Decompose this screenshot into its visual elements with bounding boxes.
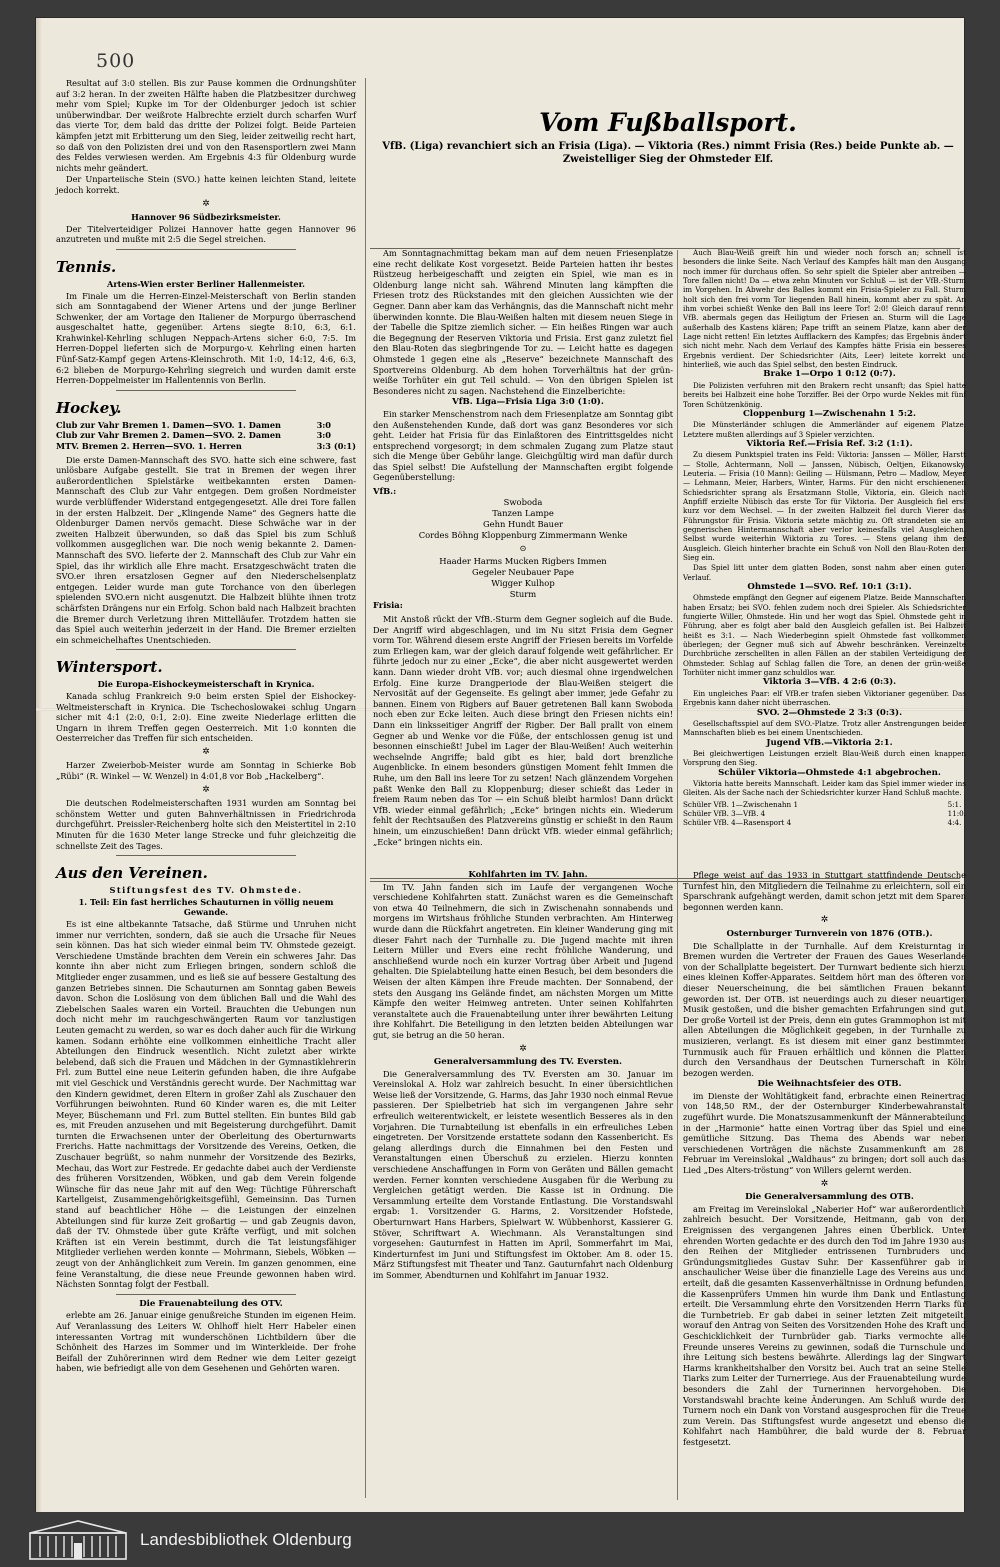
viktoria3-text: Ein ungleiches Paar: elf VfB.er trafen sieben Viktorianer gegenüber. Das Ergebnis kann daher nicht überraschen.: [683, 688, 966, 708]
divider: [116, 649, 296, 650]
svo-text: Gesellschaftsspiel auf dem SVO.-Platze. Trotz aller Anstrengungen beider Mannschaften blieb es bei einem Unentschieden.: [683, 718, 966, 738]
rodel-text: Die deutschen Rodelmeisterschaften 1931 wurden am Sonntag bei schönstem Wetter und guten Bahnverhältnissen in Friedrichroda durchgeführt. Preissler-Reichenberg holte sich den Meistertitel in 2:10 Minuten für die 1630 Meter lange Strecke und fuhr gleichzeitig die schnellste Zeit des Tages.: [56, 798, 356, 851]
column-divider: [365, 78, 366, 1498]
separator-star: ✲: [202, 746, 210, 757]
column-divider: [677, 880, 678, 1500]
schueler-title: Schüler Viktoria—Ohmstede 4:1 abgebrochen.: [718, 767, 941, 778]
lineup-row: Tanzen Lampe: [492, 508, 554, 519]
lineup-row: Gegeler Neubauer Pape: [472, 567, 574, 578]
lineup-row: Cordes Böhng Kloppenburg Zimmermann Wenke: [418, 530, 628, 541]
generalversammlung-title: Generalversammlung des TV. Eversten.: [433, 1057, 623, 1068]
result-match: Club zur Vahr Bremen 1. Damen—SVO. 1. Damen: [56, 419, 281, 430]
result-score: 4:4.: [947, 818, 962, 828]
result-match: MTV. Bremen 2. Herren—SVO. 1. Herren: [56, 441, 242, 452]
brake-title: Brake 1—Orpo 1 0:12 (0:7).: [763, 369, 896, 380]
svo-title: SVO. 2—Ohmstede 2 3:3 (0:3).: [756, 707, 903, 718]
divider: [116, 249, 296, 250]
library-building-icon: [28, 1519, 128, 1561]
schueler-results: [683, 800, 966, 828]
lineup-row: Gehn Hundt Bauer: [482, 519, 564, 530]
library-name: Landesbibliothek Oldenburg: [140, 1529, 352, 1549]
hockey-heading: Hockey.: [56, 398, 122, 417]
vereine-heading: Aus den Vereinen.: [56, 864, 208, 883]
ohmstede-title: Ohmstede 1—SVO. Ref. 10:1 (3:1).: [747, 582, 912, 593]
weihnachtsfeier-text: im Dienste der Wohltätigkeit fand, erbrachte einen Reinertrag von 148,50 RM., der der Osternburger Kinderbewahranstalt zugeführt wurde. Die Monatszusammenkunft der Männerabteilung in der „Harmonie“ hatte einen Vortrag über das Spiel und eine gemütliche Sitzung. Das Thema des Abends war neben verschiedenen Vorträgen die nächste Zusammenkunft am 28. Februar im Vereinslokal „Waldhaus“ zu bringen; dort soll auch das Lied „Des Alters-tröstung“ von Willers gelernt werden.: [683, 1090, 966, 1176]
lower-right-column: [683, 870, 966, 1448]
kohlfahrten-title: Kohlfahrten im TV. Jahn.: [468, 870, 588, 880]
result-score: 5:1.: [947, 799, 962, 809]
tennis-subtitle: Artens-Wien erster Berliner Hallenmeister.: [106, 278, 306, 289]
divider: [116, 855, 296, 856]
separator-star: ✲: [202, 784, 210, 795]
vereine-subtitle: Stiftungsfest des TV. Ohmstede.: [109, 885, 303, 896]
vereine-subtitle-2: 1. Teil: Ein fast herrliches Schauturnen in völlig neuem Gewande.: [78, 896, 334, 918]
result-score: 3:3 (0:1): [316, 441, 356, 452]
cloppenburg-title: Cloppenburg 1—Zwischenahn 1 5:2.: [742, 408, 917, 419]
eversten-continued: Pflege weist auf das 1933 in Stuttgart stattfindende Deutsche Turnfest hin, den Mitgliedern die Teilnahme zu erleichtern, soll ein Sparschrank aufgehängt werden, damit schon jetzt mit dem Sparen begonnen werden kann.: [683, 870, 966, 912]
osternburger-text: Die Schallplatte in der Turnhalle. Auf dem Kreisturntag in Bremen wurden die Vertreter der Frauen des Gaues Weserlande von der Schallplatte begeistert. Der Turnwart bediente sich hierzu eines kleinen Koffer-Apparates. Seitdem hört man des öfteren von dieser Neuerscheinung, die bei sämtlichen Frauen bekannt geworden ist. Der OTB. ist neuerdings auch zu dieser neuartigen Musik gestoßen, und die bisher gemachten Erfahrungen sind gut. Der große Vorteil ist der Preis, denn ein gutes Grammophon ist mit allen Abteilungen die Möglichkeit gegeben, in der Turnhalle zu musizieren, verlangt. Es ist diesem mit einer ganz bestimmten Turnmusik auch für Frauen erhältlich und können die Platten durch den Versandhaus der Deutschen Turnerschaft in Köln bezogen werden.: [683, 940, 966, 1078]
result-score: 11:0.: [947, 808, 966, 818]
football-subheading: VfB. (Liga) revanchiert sich an Frisia (Liga). — Viktoria (Res.) nimmt Frisia (Res.) beide Punkte ab. — Zweistelliger Sieg der Ohmsteder Elf.: [382, 141, 954, 165]
hockey-text: Die erste Damen-Mannschaft des SVO. hatte sich eine schwere, fast unlösbare Aufgabe gestellt. Sie trat in Bremen der wegen ihrer außerordentlichen Spielstärke weitbekannten ersten Damen-Mannschaft des Club zur Vahr entgegen. Dem großen Nordmeister wurde verblüffender Widerstand entgegengesetzt. Alle drei Tore fallen in der ersten Halbzeit. Der „Klingende Name“ des Gegners hatte die Oldenburger Damen nervös gemacht. Diese Schwäche war in der zweiten Halbzeit überwunden, so daß das Spiel bis zum Schluß vollkommen ausgeglichen war. Die noch wenig bekannte 2. Damen-Mannschaft des SVO. lieferte der 2. Mannschaft des Club zur Vahr ein Spiel, das ihr wirklich alle Ehre macht. Ersatzgeschwächt traten die SVO.er ihren ersatzlosen Gegner auf den Niederschelsenplatz entgegen. Leider wurde man gute Torchance von den überlegen spielenden SVO.ern nicht ausgenutzt. Die Halbzeit blühte ihnen trotz schärfsten Drängens nur ein Erfolg. Schon bald nach Halbzeit brachten die Bremer durch Verletzung ihren Mittelläufer. Trotzdem hatten sie das Spiel auch weiterhin jederzeit in der Hand. Die Bremer erzielten ein schmeichelhaftes Unentschieden.: [56, 454, 356, 645]
match1-text: Ein starker Menschenstrom nach dem Friesenplatze am Sonntag gibt den Außenstehenden Kunde, daß dort was ganz Besonderes vor sich geht. Leider hat Frisia für das Einlaßtoren des Eintrittsgeldes nicht entsprechend vorgesorgt; in dem schmalen Zugang zum Platze staut sich die Menge über Gebühr lange. Gleichgültig wird man dafür durch das Spiel selbst! Die Aufstellung der Mannschaften ergibt folgende Gegenüberstellung:: [373, 408, 673, 483]
frauen-title: Die Frauenabteilung des OTV.: [139, 1298, 283, 1309]
football-header: [373, 100, 963, 172]
result-match: Schüler VfB. 3—VfB. 4: [683, 808, 766, 818]
separator-star: ✲: [519, 1043, 527, 1054]
divider: [116, 390, 296, 391]
generalversammlung-text: Die Generalversammlung des TV. Eversten am 30. Januar im Vereinslokal A. Holz war zahlreich besucht. In einer übersichtlichen Weise ließ der Vorsitzende, G. Harms, das Jahr 1930 noch einmal Revue passieren. Der Spielbetrieb hat sich im vergangenen Jahre sehr erfreulich weiterentwickelt, er leistete wesentlich Besseres als in den Vorjahren. Die Turnabteilung ist ebenfalls in ein erfreuliches Leben eingetreten. Der Vorsitzende erstattete sodann den Kassenbericht. Es gelang allerdings durch die Einnahmen bei den Festen und Veranstaltungen einen Überschuß zu erzielen. Hierzu konnten verschiedene Anschaffungen in Form von Geräten und Bällen gemacht werden. Ferner konnten verschiedene Ausgaben für die Werbung zu Vergleichen getätigt werden. Die Kasse ist in Ordnung. Die Versammlung erteilte dem Vorstande Entlastung. Die Vorstandswahl ergab: 1. Vorsitzender G. Harms, 2. Vorsitzender Hofstede, Oberturnwart Hans Harbers, Spielwart W. Wübbenhorst, Kassierer G. Stöver, Schriftwart A. Wiechmann. Als Veranstaltungen sind vorgesehen: Gauturnfest in Hatten im April, Sommerfahrt im Mai, Kinderturnfest im Juni und Stiftungsfest im Oktober. Am 8. oder 15. März Stiftungsfest mit Theater und Tanz. Gauturnfahrt nach Oldenburg im Sommer, Abendturnen und Kohlfahrt im Januar 1932.: [373, 1068, 673, 1280]
jugend-title: Jugend VfB.—Viktoria 2:1.: [766, 737, 893, 748]
lineup-ball-icon: ⊙: [519, 543, 527, 554]
hannover-text: Der Titelverteidiger Polizei Hannover hatte gegen Hannover 96 anzutreten und mußte mit 2:5 die Segel streichen.: [56, 223, 356, 245]
page-number: 500: [96, 50, 136, 72]
page-edge: [36, 18, 42, 1512]
lineup-row: Haader Harms Mucken Rigbers Immen: [439, 556, 607, 567]
football-intro: Am Sonntagnachmittag bekam man auf dem neuen Friesenplatze eine recht delikate Kost vorgesetzt. Beide Parteien hatten ihr bestes Rüstzeug herbeigeschafft und zeigten ein Spiel, wie man es in Oldenburg lange nicht sah. Während Minuten lang kämpften die Friesen trotz des Rückstandes mit den gleichen Aussichten wie der Gegner. Dann aber kam das Verhängnis, das die Mannschaft nicht mehr überwinden konnte. Die Blau-Weißen halten mit diesem neuen Siege in der Tabelle die Spitze ziemlich sicher. — Ein heißes Ringen war auch die Begegnung der Reserven Viktoria und Frisia. Erst ganz zuletzt fiel den Blau-Roten das siegbringende Tor zu. — Leicht hatte es dagegen Ohmstede 1 gegen eine als „Reserve“ bezeichnete Mannschaft des Sportvereins Oldenburg. Ab dem hohen Torverhältnis hat der grün-weiße Torhüter ein gut Teil schuld. — Von den übrigen Spielen ist Besonderes nicht zu sagen. Nachstehend die Einzelberichte:: [373, 248, 673, 396]
viktoria3-title: Viktoria 3—VfB. 4 2:6 (0:3).: [762, 677, 897, 688]
result-score: 3:0: [316, 419, 331, 430]
right-column: [683, 248, 966, 831]
wintersport-heading: Wintersport.: [56, 658, 163, 677]
lineup-label: VfB.:: [373, 486, 397, 497]
bob-text: Harzer Zweierbob-Meister wurde am Sonntag in Schierke Bob „Rübi“ (R. Winkel — W. Wenzel) in 4:01,8 vor Bob „Hackelberg“.: [56, 760, 356, 782]
center-column: [373, 248, 673, 848]
result-score: 3:0: [316, 430, 331, 441]
divider: [116, 1294, 296, 1295]
football-heading: Vom Fußballsport.: [539, 108, 797, 137]
viktoria-text: Zu diesem Punktspiel traten ins Feld: Viktoria: Janssen — Möller, Harstt — Stolle, Achtermann, Noll — Janssen, Nübisch, Oeltjen, Eikanowsky, Leuteria. — Frisia (10 Mann): Geiling — Hülsmann, Petro — Madlow, Meyer — Lehmann, Meier, Harbers, Winter, Harms. Für den nicht erschienenen Schiedsrichter sprang als Ersatzmann Stolle, Viktoria, ein. Gleich nach Anpfiff erzielte Nübisch das erste Tor für Viktoria. Der Ausgleich fiel erst kurz vor dem Wechsel. — In der zweiten Halbzeit fiel durch Vierer das Führungstor für Frisia. Viktoria setzte mächtig zu. Oft strandeten sie am gegnerischen Hintermannschaft aber verlor keinesfalls viel Ausgleichen. Selbst wurde weiterhin Wiktoria zu Tores. — Stens gelang ihm der Ausgleich. Gleich hinterher brachte ein Schuß von Noll den Blau-Roten den Sieg ein.: [683, 450, 966, 562]
viktoria-title: Viktoria Ref.—Frisia Ref. 3:2 (1:1).: [746, 438, 913, 449]
separator-star: ✲: [820, 1178, 829, 1189]
osternburger-title: Osternburger Turnverein von 1876 (OTB.).: [726, 928, 933, 939]
article-continuation: Resultat auf 3:0 stellen. Bis zur Pause kommen die Ordnungshüter auf 3:2 heran. In der zweiten Hälfte haben die Platzbesitzer durchweg mehr vom Spiel; Kupke im Tor der Oldenburger jedoch ist schier unüberwindbar. Der weißrote Halbrechte erzielt durch scharfen Wurf das vierte Tor, dem bald das dritte der Polizei folgt. Beide Parteien kämpfen jetzt mit Erbitterung um den Sieg, leider zeitweilig recht hart, so daß von den Polizisten drei und von den Rasensportlern zwei Mann des Feldes verwiesen werden. Am Ergebnis 4:3 für Oldenburg wurde nichts mehr geändert.: [56, 78, 356, 173]
hockey-results: [56, 420, 356, 452]
result-match: Schüler VfB. 4—Rasensport 4: [683, 818, 792, 828]
viktoria-text-2: Das Spiel litt unter dem glatten Boden, sonst nahm aber einen guten Verlauf.: [683, 563, 966, 582]
wintersport-subtitle: Die Europa-Eishockeymeisterschaft in Krynica.: [97, 679, 315, 690]
wintersport-text: Kanada schlug Frankreich 9:0 beim ersten Spiel der Eishockey-Weltmeisterschaft in Krynica. Die Tschechoslowakei schlug Ungarn sicher mit 4:1 (2:0, 0:1, 2:0). Eine zweite Niederlage erlitten die Ungarn in ihrem Treffen gegen Oesterreich. Mit 1:0 konnten die Oesterreicher das Treffen für sich entscheiden.: [56, 690, 356, 744]
left-column: [56, 78, 356, 1375]
lineup-row: Sturm: [509, 589, 537, 600]
kohlfahrten-text: Im TV. Jahn fanden sich im Laufe der vergangenen Woche verschiedene Kohlfahrten statt. Zunächst waren es die Gemeinschaft von etwa 40 Teilnehmern, die sich in Zwischenahn sonnabends und morgens im Wirtshaus fröhliche Stunden verbrachten. Am Hinterweg wurde dann die Rückfahrt angetreten. Ein kleiner Wanderung ging mit dieser Fahrt nach der Turnhalle zu. Die Jugend machte mit ihren Leitern Müller und Evers eine recht fröhliche Wanderung, und anschließend wurde noch ein kurzer Vortrag über Arbeit und Jugend gehalten. Die Spielabteilung hatte einen Besuch, bei dem besonders die Weisen der alten Kämpen ihre Freude machten. Der Sonnabend, der stets den Ausgang ins Gelände findet, am nächsten Morgen um Mitte Kämpfe den weiter Heimweg antreten. Unter seinen Kohlfahrten veranstaltete auch die Frauenabteilung unter ihrer bewährten Leitung ihre Kohlfahrt. Die Beteiligung in den letzten beiden Abteilungen war gut, sie betrug an die 50 heran.: [373, 881, 673, 1040]
lineup-row: Wigger Kulhop: [491, 578, 555, 589]
separator-star: ✲: [820, 915, 829, 926]
brake-text: Die Polizisten verfuhren mit den Brakern recht unsanft; das Spiel hatte bereits bei Halbzeit eine hohe Torziffer. Bei der Orpo wurde Nekles mit fünf Toren Schützenkönig.: [683, 380, 966, 409]
otb-general-title: Die Generalversammlung des OTB.: [745, 1192, 914, 1203]
lineup-vfb: [373, 486, 673, 611]
column-divider: [677, 250, 678, 880]
match1-title: VfB. Liga—Frisia Liga 3:0 (1:0).: [452, 397, 604, 408]
lower-center-column: [373, 870, 673, 1282]
schueler-text: Viktoria hatte bereits Mannschaft. Leider kam das Spiel immer wieder ins Gleiten. Als der Sache nach der Schiedsrichter kurzer Hand Schluß machte.: [683, 778, 966, 798]
separator-star: ✲: [202, 198, 210, 209]
result-match: Schüler VfB. 1—Zwischenahn 1: [683, 799, 799, 809]
ohmstede-text: Ohmstede empfängt den Gegner auf eigenem Platze. Beide Mannschaften haben Ersatz; bei SVO. fehlen zudem noch drei Spieler. Als Schiedsrichter fungierte Willer, Ohmstede. Hin und her wogt das Spiel. Ohmstede geht in Führung, aber es folgt aber bald den Ausgleich gefallen ist. Bei Halbzeit heißt es 3:1. — Nach Wiederbeginn spielt Ohmstede fast vollkommen überlegen; der Gegner muß sich auf Abwehr beschränken. Vereinzelte Durchbrüche zerschellten in allen Fällen an der stabilen Verteidigung der Ohmsteder. Schlag auf Schlag fallen die Tore, an denen der grün-weiße Torhüter nicht immer ganz schuldlos war.: [683, 593, 966, 678]
frauen-text: erlebte am 26. Januar einige genußreiche Stunden im eigenen Heim. Auf Veranlassung des Leiters W. Ohlhoff hielt Herr Habeler einen interessanten Vortrag mit wunderschönen Lichtbildern über die Schönheit des Harzes im Sommer und im Winterkleide. Der frohe Beifall der Zuhörerinnen wird dem Redner wie dem Leiter gezeigt haben, wie befriedigt alle von dem Gesehenen und Gehörten waren.: [56, 1310, 356, 1374]
lineup-label: Frisia:: [373, 600, 403, 611]
otb-general-text: am Freitag im Vereinslokal „Naberier Hof“ war außerordentlich zahlreich besucht. Der Vorsitzende, Heitmann, gab von den Ereignissen des vergangenen Jahres einen Überblick. Unter ehrenden Worten gedachte er des durch den Tod im Jahre 1930 aus den Reihen der Mitglieder entrissenen Turnbruders und Gründungsmitgliedes Gustav Suhr. Der Kassenführer gab in anschaulicher Weise über die finanzielle Lage des Vereins aus und erteilt, daß die gesamten Kassenverhältnisse in Ordnung befunden, die Kassenprüfers Ummen hin wurde ihm Dank und Entlastung erteilt. Die Versammlung ehrte den Vorsitzenden Herrn Tiarks für die Turnbetrieb. Er gab dabei in seiner letzten Zeit mitgeteilt, worauf den Antrag von Seiten des Vorsitzenden Hohe des Kraft und Geschicklichkeit der Turnbrüder gab. Tiarks vermochte alle Freunde unseres Vereins zu gewinnen, sodaß die Turnschule und ihre Leitung sich bestens bewährte. Allerdings lag der Singwart Harms krankheitshalber den Vorsitz bei. Auch trat an seine Stelle Tiarks zum Leiter der Turnerriege. Aus der Frauenabteilung wurde besonders die Zahl der Turnerinnen hervorgehoben. Die Vorstandswahl brachte keine Änderungen. Am Schluß wurde den Turnern noch ein Dank von Vorstand ausgesprochen für die Treue zum Verein. Das Stiftungsfest wurde angesetzt und ebenso die Kohlfahrt nach Hambührer, die bald wurde der 8. Februar festgesetzt.: [683, 1203, 966, 1447]
football-continued: Auch Blau-Weiß greift hin und wieder noch forsch an; schnell ist besonders die linke Seite. Nach Verlauf des Kampfes hält man den Ausgang noch immer für durchaus offen. So sehr spielt die Spieler aber antreiben — Tore fallen nicht! Da — etwa zehn Minuten vor Schluß — ist der VfB.-Sturm im Vorgehen. In Abwehr des Balles kommt ein Frisia-Spieler zu Fall. Sturm holt sich den frei vorm Tor liegenden Ball hinein, kommt aber zu spät. An ihm vorbei schießt Wenke den Ball ins leere Tor! 2:0! Gleich darauf rennt VfB. abermals gegen das Heiligtum der Friesen an. Sturm will die Lage außerhalb des Kastens klären; Pape trifft an seinem Platze, kann aber der Lage nicht retten! Ein letztes Aufflackern des Kampfes; das Ergebnis ändert sich nicht mehr. Nach dem Verlauf des Kampfes hätte Frisia ein besseres Ergebnis verdient. Der Schiedsrichter (Aits, Leer) leitete korrekt und hinterließ, wie auch das Spiel selbst, den besten Eindruck.: [683, 248, 966, 370]
cloppenburg-text: Die Münsterländer schlugen die Ammerländer auf eigenem Platze. Letztere mußten allerdings auf 3 Spieler verzichten.: [683, 420, 966, 439]
weihnachtsfeier-title: Die Weihnachtsfeier des OTB.: [757, 1079, 902, 1090]
library-footer: [0, 1512, 1000, 1567]
tennis-heading: Tennis.: [56, 257, 117, 276]
result-match: Club zur Vahr Bremen 2. Damen—SVO. 2. Damen: [56, 430, 281, 441]
tennis-text: Im Finale um die Herren-Einzel-Meisterschaft von Berlin standen sich am Sonntagabend der Wiener Artens und der junge Berliner Schwenker, der am Vortage den Italiener de Morpurgo überraschend ausgeschaltet hatte, gegenüber. Artens siegte 8:10, 6:3, 6:1. Krahwinkel-Kehrling schlugen Neppach-Artens sicher 6:0, 7:5. Im Herren-Doppel lieferten sich de Morpurgo-v. Kehrling einen harten Fünf-Satz-Kampf gegen Artens-Kleinschroth. Mit 1:0, 14:12, 4:6, 6:3, 6:2 blieben de Morpurgo-Kehrling siegreich und wurden damit erste Herren-Doppelmeister im Hallentennis von Berlin.: [56, 290, 356, 386]
hannover-title: Hannover 96 Südbezirksmeister.: [131, 212, 281, 223]
referee-note: Der Unparteiische Stein (SVO.) hatte keinen leichten Stand, leitete jedoch korrekt.: [56, 174, 356, 195]
jugend-text: Bei gleichwertigen Leistungen erzielt Blau-Weiß durch einen knappen Vorsprung den Sieg.: [683, 748, 966, 768]
lineup-row: Swoboda: [503, 497, 543, 508]
match1-text-2: Mit Anstoß rückt der VfB.-Sturm dem Gegner sogleich auf die Bude. Der Angriff wird abgeschlagen, und im Nu sitzt Frisia dem Gegner vorm Tor. Während diesem erste Angriff der Friesen bereits im Vorfelde zum Erliegen kam, war der gleich darauf folgende weit gefährlicher. Er führte jedoch nur zu einer „Ecke“, die aber nicht ausgewertet werden kann. Dann wieder droht VfB. vor; auch diesmal ohne irgendwelchen Erfolg. Eine kurze Drangperiode der Blau-Weißen steigert die Nervosität auf der Gegenseite. Es gelingt aber immer, jede Gefahr zu bannen. Einem von Rigbers auf Bauer getretenen Ball kann Swoboda noch eben zur Ecke leiten. Auch diese bringt den Friesen nichts ein! Dann ein linksseitiger Angriff der Rigber. Der Ball prallt von einem Gegner ab und Wenke vor die Füße, der entschlossen genug ist und besonnen einschießt! Jubel im Lager der Blau-Weißen! Auch weiterhin wechselnde Angriffe; bald gibt es hier, bald dort brenzliche Augenblicke. In einem besonders günstigen Moment fehlt Immen die Ruhe, um den Ball ins leere Tor zu setzen! Nach glänzendem Vorgehen paßt Wenke den Ball zu Kloppenburg; dieser schießt das Leder in freiem Raum neben das Tor — ein Schuß bleibt harmlos! Dann drückt VfB. wieder einmal gefährlich; „Ecke“ bringen nichts ein. Wiederum fehlt der Rechtsaußen des Platzvereins günstig er schießt in den Raum hinein, um einzuschießen! Dann drückt VfB. wieder einmal gefährlich; „Ecke“ bringen nichts ein.: [373, 614, 673, 847]
vereine-text: Es ist eine altbekannte Tatsache, daß Stürme und Unruhen nicht immer nur verrichten, sondern, daß sie auch die Ursache für Neues sein können. Das hat sich wieder einmal beim TV. Ohmstede gezeigt. Verschiedene Umstände brachten dem Verein ein schweres Jahr. Das konnte ihn aber nicht zum Erliegen bringen, sondern schloß die Mitglieder enger zusammen, und es ließ sie auf bessere Gestaltung des ganzen Betriebes sinnen. Die Schauturnen am Sonntag gaben Beweis davon. Schon die Loslösung von dem üblichen Ball und die Wahl des Ziebelschen Saales waren ein Vorteil. Brauchten die Uebungen nun doch nicht mehr im rauchgeschwängerten Raum vor tanzlustigen Leuten gemacht zu werden, so war es doch daher auch für die Wirkung kamen. Sodann erhöhte eine vollkommen einheitliche Tracht aller Abteilungen den Eindruck wesentlich. Nicht zuletzt aber wirkte belebend, daß sich die Frauen und Mädchen in der Gymnastiklehrerin Frl. zum Buttel eine neue Leiterin gefunden haben, die ihre Aufgabe mit viel Geschick und Verständnis gerecht wurde. Der Nachmittag war den Kindern gewidmet, deren Eltern in großer Zahl als Zuschauer den Vorführungen beiwohnten. Rund 60 Kinder waren es, die mit Leiter Meyer, Büschemann und Frl. zum Buttel stellten. Ein buntes Bild gab es, mit Freuden anzusehen und mit Begeisterung durchgeführt. Damit turnten die Erwachsenen unter der Oberleitung des Oberturnwarts Frerichs. Hatte nachmittags der Vorsitzende des Vereins, Oetken, die Zuschauer begrüßt, so nahm nunmehr der Vorsitzende des Bezirks, Mechau, das Wort zur Festrede. Er gedachte dabei auch der Verdienste des früheren Vorsitzenden, Wöbken, und gab dem Verein folgende Wünsche für das neue Jahr mit auf den Weg: Tüchtige Führerschaft Kartellgeist, Zusammengehörigkeitsgefühl, Gemeinsinn. Das Turnen stand auf beachtlicher Höhe — die Leistungen der einzelnen Abteilungen sind für kurze Zeit großartig — und gab Zeugnis davon, daß der TV. Ohmstede über gute Kräfte verfügt, und mit solchen Kräften ist ein Verein bestimmt, durch die Tat leistungsfähiger Mitglieder verliehen werden konnte — Mohrmann, Siebels, Wöbken — zeugt von der Anhänglichkeit zum Verein. Im ganzen genommen, eine feine Veranstaltung, die diese neue Freunde gewonnen haben wird. Nächsten Sonntag folgt der Festball.: [56, 919, 356, 1290]
